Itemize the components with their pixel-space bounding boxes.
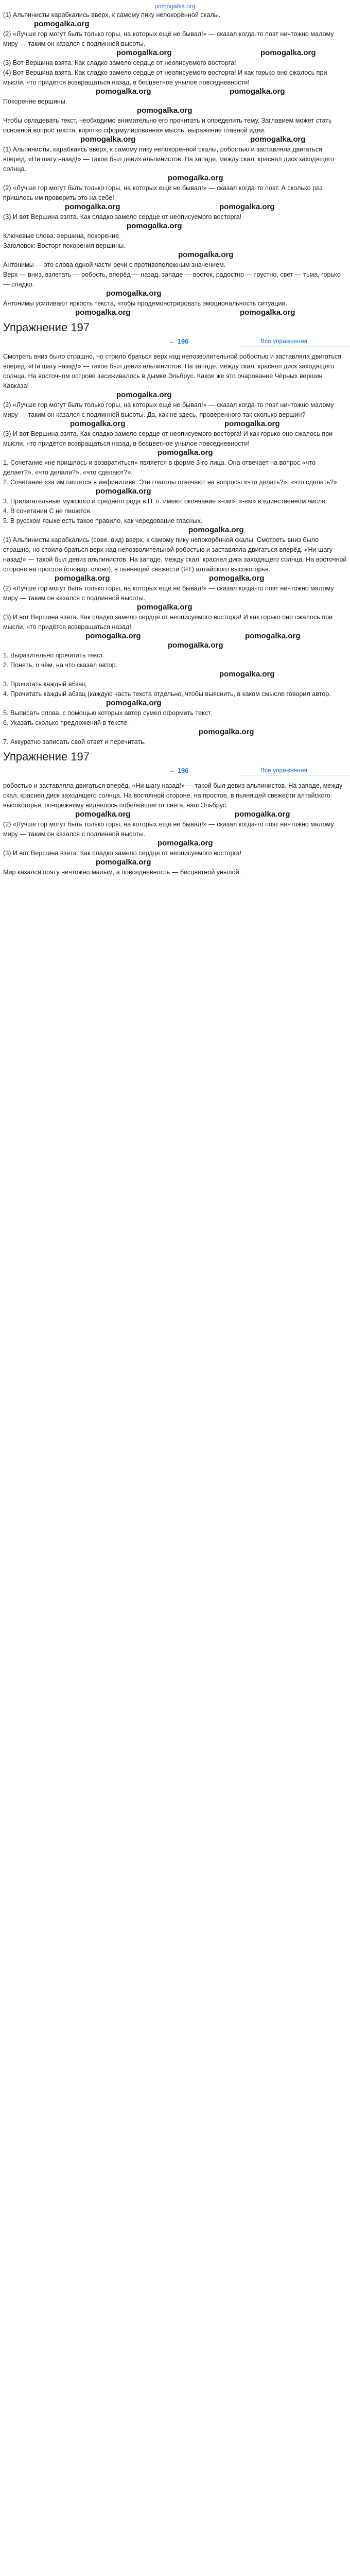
task-item: 6. Указать сколько предложений в тексте. — [3, 719, 129, 726]
task-item: 4. Прочитать каждый абзац (каждую часть текста отдельно, чтобы выяснить, в каком смысле говорил автор. — [3, 690, 331, 698]
watermark: pomogalka.org — [260, 48, 316, 57]
watermark-row — [3, 309, 347, 318]
all-exercises-link[interactable]: Все упражнения — [260, 337, 308, 345]
watermark: pomogalka.org — [75, 810, 131, 819]
watermark-row — [3, 222, 347, 231]
exercise-nav — [3, 766, 347, 779]
watermark: pomogalka.org — [55, 574, 110, 583]
watermark-row — [3, 251, 347, 260]
watermark: pomogalka.org — [168, 174, 223, 182]
watermark: pomogalka.org — [250, 135, 306, 144]
watermark-row — [3, 88, 347, 97]
page — [0, 2, 350, 2576]
watermark-row — [3, 632, 347, 641]
tasks-section — [3, 641, 347, 747]
paragraph: (3) Вот Вершина взята. Как сладко замело сердце от неописуемого восторга! — [3, 59, 236, 66]
watermark-row — [3, 391, 347, 400]
paragraph: Заголовок: Восторг покорения вершины. — [3, 242, 126, 249]
paragraph: (1) Альпинисты, карабкаясь вверх, к самому пику непокорённой скалы, робостью и заставляла двигаться вперёд. «Ни шагу назад!» — такое был девиз альпинистов. На западе, между скал, краснел диск заходящего солнца. — [3, 146, 334, 173]
paragraph: (3) И вот Вершина взята. Как сладко замело сердце от неописуемого восторга! — [3, 850, 242, 857]
paragraph: (1) Альпинисты карабкались (сове. вид) вверх, к самому пику непокорённой скалы. Смотреть вниз было страшно, но стоило браться верх над непозволительной робостью и заставляла двигаться вперёд. «Ни шагу назад!» — такой был девиз альпинистов. На западе, между скал, краснел диск заходящего солнца. На восточной стороне на простое (словар. слово), в пьянящей свежести (ЯТ) алтайского высокогорья. — [3, 536, 347, 573]
watermark-row — [3, 174, 347, 183]
watermark: pomogalka.org — [157, 839, 213, 848]
paragraph: Антонимы усиливают яркость текста, чтобы продемонстрировать эмоциональность ситуации. — [3, 300, 288, 307]
nav-underline — [240, 346, 350, 347]
watermark-row — [3, 107, 347, 116]
paragraph: (2) «Лучше гор могут быть только горы, на которых ещё не бывал!» — сказал когда-то поэт ничтожно малому миру — таким он казался с подлинной высоты. — [3, 30, 334, 47]
watermark: pomogalka.org — [245, 632, 301, 640]
paragraph: (2) «Лучше гор могут быть только горы, на которых ещё не бывал!» — сказал когда-то поэт ничтожно малому миру — таким он казался с подлинной высоты. Да, как не здесь, проверенного так сколько вершин? — [3, 401, 334, 418]
watermark: pomogalka.org — [235, 810, 290, 819]
paragraph: робостью и заставляла двигаться вперёд. «Ни шагу назад!» — такой был девиз альпинистов. На западе, между скал, краснел диск заходящего солнца. На восточной стороне, на простое, в пьянящей свежести алтайского высокогорья, по-прежнему виднелось побелевшее от снега, наш Эльбрус. — [3, 782, 343, 809]
section-title: Упражнение 197 — [3, 321, 90, 334]
watermark: pomogalka.org — [106, 289, 162, 298]
watermark: pomogalka.org — [240, 308, 295, 317]
watermark-row — [3, 20, 347, 29]
task-item: 2. Понять, о чём, на что сказал автор. — [3, 662, 118, 669]
watermark: pomogalka.org — [157, 448, 213, 457]
watermark-row — [3, 699, 347, 708]
section-2 — [3, 352, 347, 641]
watermark-row — [3, 728, 347, 737]
paragraph: Чтобы овладевать текст, необходимо внимательно его прочитать и определить тему. Заглавием может стать основной вопрос текста, коротко сформулированная мысль, выражение главной идеи. — [3, 117, 332, 134]
paragraph: Верх — вниз, взлетать — робость, вперёд — назад, западе — восток, радостно — грустно, свет — тьма, горько — сладко. — [3, 271, 341, 288]
watermark: pomogalka.org — [106, 699, 162, 707]
watermark: pomogalka.org — [230, 87, 285, 96]
paragraph: (2) «Лучше гор могут быть только горы, на которых ещё не бывал!» — сказал когда-то поэт ничтожно малому миру — таким он казался с подлинной высоты. — [3, 585, 334, 602]
section-title: Упражнение 197 — [3, 750, 90, 763]
watermark: pomogalka.org — [219, 670, 275, 679]
task-item: 7. Аккуратно записать свой ответ и перечитать. — [3, 738, 146, 745]
watermark: pomogalka.org — [116, 391, 172, 399]
watermark-row — [3, 203, 347, 212]
nav-underline — [240, 775, 350, 776]
watermark-row — [3, 49, 347, 58]
watermark-row — [3, 670, 347, 680]
paragraph: 3. Прилагательные мужского и среднего рода в П. п. имеют окончание «-ом», «-ем» в единственном числе. — [3, 498, 327, 505]
watermark: pomogalka.org — [96, 487, 151, 496]
watermark-row — [3, 839, 347, 849]
watermark-row — [3, 574, 347, 584]
watermark-row — [3, 135, 347, 145]
watermark-row — [3, 603, 347, 613]
task-item: 3. Прочитать каждый абзац. — [3, 681, 88, 688]
watermark: pomogalka.org — [127, 222, 182, 230]
paragraph: 1. Сочетание «не пришлось и возвратиться» является в форме 3-го лица. Она отвечает на вопрос «что делает?», «что делали?», «что сделают?». — [3, 459, 316, 476]
watermark: pomogalka.org — [70, 419, 126, 428]
paragraph: (2) «Лучше гор могут быть только горы, на которых ещё не бывал!» — сказал когда-то поэт ничтожно малому миру — таким он казался с подлинной высоты. — [3, 821, 334, 838]
watermark-row — [3, 641, 347, 651]
watermark: pomogalka.org — [168, 641, 223, 650]
watermark: pomogalka.org — [34, 20, 90, 28]
watermark: pomogalka.org — [137, 106, 192, 115]
watermark: pomogalka.org — [75, 308, 131, 317]
section-1 — [3, 10, 347, 318]
paragraph: (3) И вот Вершина взята. Как сладко замело сердце от неописуемого восторга! И как горько оно сжалось при мысли, что придётся возвращаться назад, в бесцветное унылое повседневности! — [3, 430, 333, 447]
watermark: pomogalka.org — [178, 250, 234, 259]
watermark-row — [3, 449, 347, 458]
paragraph: (2) «Лучше гор могут быть только горы, на которых ещё не бывал!» — сказал когда-то поэт. А сколько раз пришлось им проверить это на себе! — [3, 184, 323, 201]
watermark: pomogalka.org — [65, 202, 120, 211]
watermark: pomogalka.org — [219, 202, 275, 211]
watermark: pomogalka.org — [96, 858, 151, 867]
prev-exercise-link[interactable]: ← 196 — [169, 337, 189, 345]
paragraph: 5. В русском языке есть такое правило, как чередование гласных. — [3, 517, 203, 524]
paragraph: (4) Вот Вершина взята. Как сладко замело сердце от неописуемого восторга! И как горько оно сжалось при мысли, что придётся возвращаться назад, в бесцветное унылое повседневности! — [3, 69, 327, 86]
task-item: 5. Выписать слова, с помощью которых автор сумел оформить текст. — [3, 709, 212, 717]
paragraph: 2. Сочетание «за им пишется в инфинитиве. Эти глаголы отвечают на вопросы «что делать?», «что сделать?». — [3, 479, 339, 486]
watermark-row — [3, 290, 347, 299]
paragraph: (1) Альпинисты карабкались вверх, к самому пику непокорённой скалы. — [3, 11, 221, 19]
exercise-nav — [3, 336, 347, 350]
watermark: pomogalka.org — [209, 574, 265, 583]
watermark-row — [3, 810, 347, 820]
paragraph: (3) И вот Вершина взята. Как сладко замело сердце от неописуемого восторга! И как горько оно сжалось при мысли, что придётся возвращаться назад! — [3, 614, 333, 631]
all-exercises-link[interactable]: Все упражнения — [260, 767, 308, 774]
paragraph: Покорение вершины. — [3, 98, 67, 105]
paragraph: Ключевые слова: вершина, покорение. — [3, 232, 121, 240]
task-item: 1. Выразительно прочитать текст. — [3, 652, 104, 659]
watermark: pomogalka.org — [85, 632, 141, 640]
watermark-row — [3, 858, 347, 868]
watermark: pomogalka.org — [137, 603, 192, 612]
paragraph: Антонимы — это слова одной части речи с противоположным значением. — [3, 261, 226, 268]
watermark: pomogalka.org — [199, 727, 254, 736]
watermark-row — [3, 526, 347, 535]
paragraph: 4. В сочетании С не пишется. — [3, 507, 92, 515]
watermark: pomogalka.org — [116, 48, 172, 57]
site-name[interactable]: pomogalka.org — [154, 3, 196, 10]
paragraph: (3) И вот Вершина взята. Как сладко замело сердце от неописуемого восторга! — [3, 213, 242, 221]
watermark: pomogalka.org — [80, 135, 136, 144]
watermark: pomogalka.org — [188, 526, 244, 534]
watermark: pomogalka.org — [224, 419, 280, 428]
watermark-row — [3, 420, 347, 429]
watermark: pomogalka.org — [96, 87, 151, 96]
paragraph: Мир казался поэту ничтожно малым, а повседневность — бесцветной унылой. — [3, 869, 241, 876]
prev-exercise-link[interactable]: ← 196 — [169, 767, 189, 774]
watermark-row — [3, 487, 347, 497]
paragraph: Смотреть вниз было страшно, но стоило браться верх над непозволительной робостью и заставляла двигаться вперёд. «Ни шагу назад!» — такое был девиз альпинистов. На западе, между скал, краснел диск заходящего солнца. На восточном острове засиживалось в дымке Эльбрус. Какое же это очарование Чёрных вершин Кавказа! — [3, 353, 342, 389]
section-4 — [3, 781, 347, 877]
